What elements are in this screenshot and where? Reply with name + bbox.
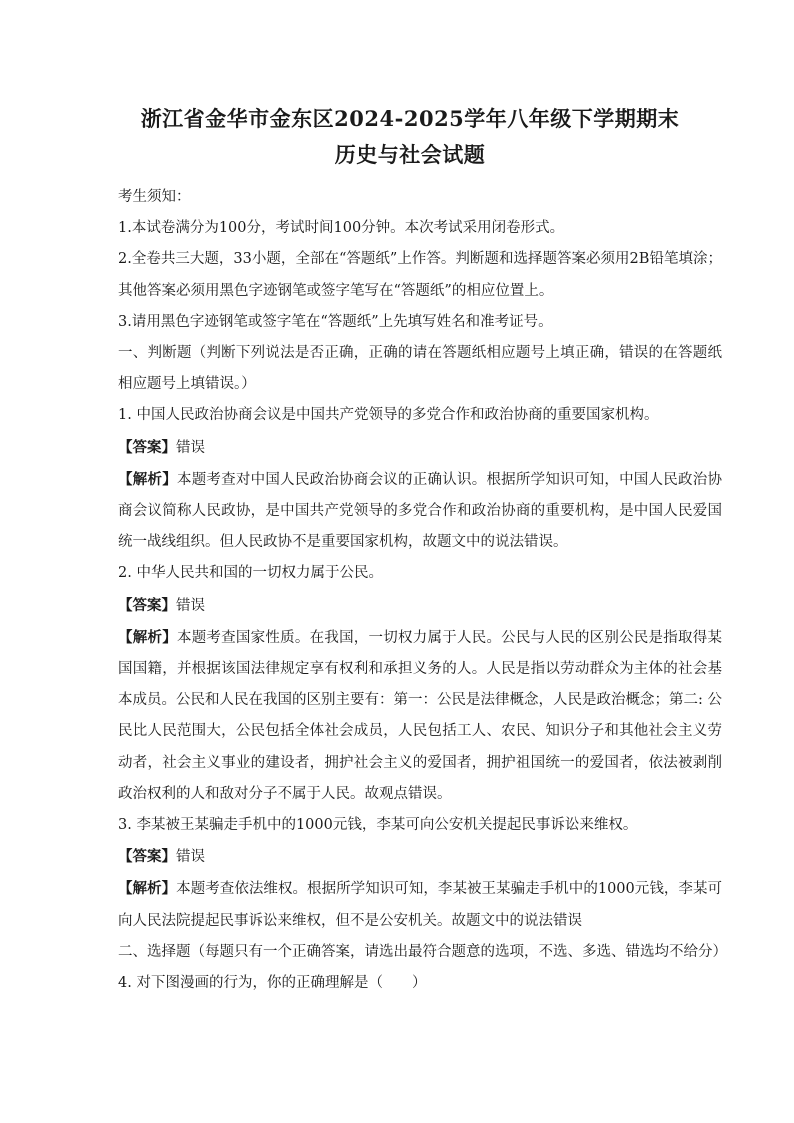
analysis-text: 本题考查对中国人民政治协商会议的正确认识。根据所学知识可知，中国人民政治协商会议简称人民政协，是中国共产党领导的多党合作和政治协商的重要机构，是中国人民爱国统一战线组织。但人民政协不是重要国家机构，故题文中的说法错误。 (118, 471, 722, 551)
answer-label: 【答案】 (118, 438, 176, 456)
answer-1 (118, 432, 722, 464)
notice-item-3: 3.请用黑色字迹钢笔或签字笔在“答题纸”上先填写姓名和准考证号。 (118, 313, 553, 330)
question-4: 4. 对下图漫画的行为，你的正确理解是（ ） (118, 975, 427, 992)
answer-value: 错误 (176, 849, 205, 866)
analysis-2 (118, 622, 722, 810)
question-1: 1. 中国人民政治协商会议是中国共产党领导的多党合作和政治协商的重要国家机构。 (118, 407, 659, 424)
analysis-1 (118, 464, 722, 559)
analysis-label: 【解析】 (118, 628, 177, 646)
question-2: 2. 中华人民共和国的一切权力属于公民。 (118, 565, 383, 582)
notice-head: 考生须知： (118, 189, 191, 205)
analysis-text: 本题考查依法维权。根据所学知识可知，李某被王某骗走手机中的1000元钱，李某可向人民法院提起民事诉讼来维权，但不是公安机关。故题文中的说法错误 (118, 881, 723, 929)
section2-heading: 二、选择题（每题只有一个正确答案，请选出最符合题意的选项，不选、多选、错选均不给分） (118, 943, 727, 960)
analysis-3 (118, 873, 722, 936)
answer-label: 【答案】 (118, 848, 176, 866)
doc-title-line2: 历史与社会试题 (334, 142, 486, 167)
answer-2 (118, 590, 722, 622)
answer-label: 【答案】 (118, 596, 176, 614)
doc-title-line1: 浙江省金华市金东区2024-2025学年八年级下学期期末 (140, 106, 680, 131)
answer-value: 错误 (176, 597, 205, 614)
answer-value: 错误 (176, 439, 205, 456)
analysis-label: 【解析】 (118, 880, 177, 898)
answer-3 (118, 841, 722, 873)
analysis-label: 【解析】 (118, 470, 177, 488)
notice-item-1: 1.本试卷满分为100分，考试时间100分钟。本次考试采用闭卷形式。 (118, 220, 565, 237)
analysis-text: 本题考查国家性质。在我国，一切权力属于人民。公民与人民的区别公民是指取得某国国籍，并根据该国法律规定享有权利和承担义务的人。人民是指以劳动群众为主体的社会基本成员。公民和人民在我国的区别主要有：第一：公民是法律概念，人民是政治概念；第二: 公民比人民范围大，公民包括全体社会成员，人民包括工人、农民、知识分子和其他社会主义劳动者，社会主义事业的建设者，拥护社会主义的爱国者，拥护祖国统一的爱国者，依法被剥削政治权利的人和敌对分子不属于人民。故观点错误。 (118, 629, 722, 802)
notice-item-2: 2.全卷共三大题，33小题，全部在“答题纸”上作答。判断题和选择题答案必须用2B铅笔填涂；其他答案必须用黑色字迹钢笔或签字笔写在“答题纸”的相应位置上。 (118, 251, 722, 299)
section1-heading: 一、判断题（判断下列说法是否正确，正确的请在答题纸相应题号上填正确，错误的在答题纸相应题号上填错误。） (118, 345, 722, 393)
question-3: 3. 李某被王某骗走手机中的1000元钱，李某可向公安机关提起民事诉讼来维权。 (118, 817, 638, 834)
